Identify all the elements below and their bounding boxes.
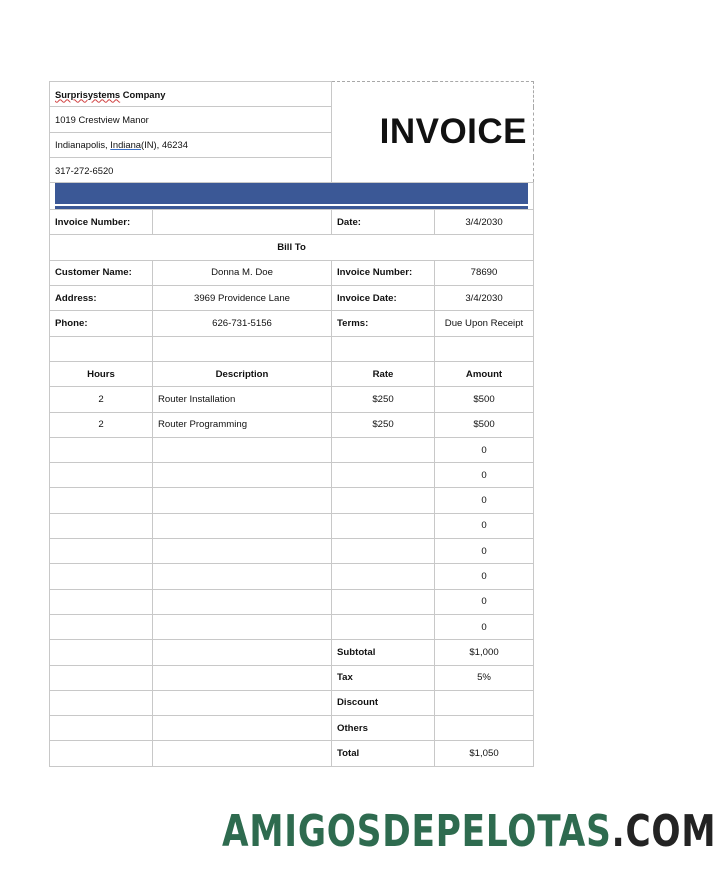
- empty-cell[interactable]: [153, 716, 332, 741]
- empty-cell[interactable]: [153, 665, 332, 690]
- item-description[interactable]: [153, 614, 332, 639]
- item-rate[interactable]: [332, 488, 435, 513]
- company-phone: 317-272-6520: [50, 157, 332, 182]
- total-label: Total: [332, 741, 435, 766]
- item-amount[interactable]: 0: [435, 488, 534, 513]
- item-amount[interactable]: 0: [435, 463, 534, 488]
- item-amount[interactable]: 0: [435, 437, 534, 462]
- terms-value[interactable]: Due Upon Receipt: [435, 311, 534, 336]
- empty-cell[interactable]: [153, 741, 332, 766]
- item-amount[interactable]: 0: [435, 564, 534, 589]
- empty-cell[interactable]: [153, 640, 332, 665]
- address-label: Address:: [50, 286, 153, 311]
- customer-name-value[interactable]: Donna M. Doe: [153, 260, 332, 285]
- item-rate[interactable]: [332, 589, 435, 614]
- item-row: [50, 412, 534, 437]
- company-city: [50, 132, 332, 157]
- watermark-name: AMIGOSDEPELOTAS: [222, 806, 612, 857]
- item-rate[interactable]: [332, 463, 435, 488]
- empty-cell[interactable]: [435, 336, 534, 361]
- item-amount[interactable]: $500: [435, 387, 534, 412]
- item-description[interactable]: [153, 463, 332, 488]
- invoice-number-label: Invoice Number:: [50, 210, 153, 235]
- tax-value[interactable]: 5%: [435, 665, 534, 690]
- empty-cell[interactable]: [332, 336, 435, 361]
- watermark: [222, 806, 716, 857]
- item-amount[interactable]: $500: [435, 412, 534, 437]
- invoice-table: [49, 81, 534, 767]
- customer-name-label: Customer Name:: [50, 260, 153, 285]
- item-amount[interactable]: 0: [435, 539, 534, 564]
- item-description[interactable]: [153, 488, 332, 513]
- item-description[interactable]: Router Programming: [153, 412, 332, 437]
- rate-header: Rate: [332, 361, 435, 386]
- bill-to-heading: Bill To: [50, 235, 534, 260]
- discount-label: Discount: [332, 690, 435, 715]
- item-row: [50, 614, 534, 639]
- item-description[interactable]: Router Installation: [153, 387, 332, 412]
- item-hours[interactable]: [50, 463, 153, 488]
- total-value[interactable]: $1,050: [435, 741, 534, 766]
- invoice-date-value[interactable]: 3/4/2030: [435, 286, 534, 311]
- date-value[interactable]: 3/4/2030: [435, 210, 534, 235]
- item-description[interactable]: [153, 564, 332, 589]
- invoice-title-cell: [332, 82, 534, 183]
- company-city-name: Indianapolis,: [55, 139, 111, 151]
- header-band: [50, 183, 534, 210]
- item-rate[interactable]: $250: [332, 387, 435, 412]
- invoice-date-label: Invoice Date:: [332, 286, 435, 311]
- empty-cell[interactable]: [50, 741, 153, 766]
- item-row: [50, 513, 534, 538]
- empty-cell[interactable]: [50, 665, 153, 690]
- invoice-title: INVOICE: [379, 112, 528, 152]
- item-description[interactable]: [153, 589, 332, 614]
- item-row: [50, 589, 534, 614]
- item-description[interactable]: [153, 513, 332, 538]
- company-state-zip: (IN), 46234: [141, 139, 188, 151]
- date-label: Date:: [332, 210, 435, 235]
- item-description[interactable]: [153, 539, 332, 564]
- others-value[interactable]: [435, 716, 534, 741]
- description-header: Description: [153, 361, 332, 386]
- item-hours[interactable]: [50, 488, 153, 513]
- item-row: [50, 387, 534, 412]
- terms-label: Terms:: [332, 311, 435, 336]
- empty-cell[interactable]: [50, 336, 153, 361]
- item-amount[interactable]: 0: [435, 614, 534, 639]
- item-row: [50, 539, 534, 564]
- item-amount[interactable]: 0: [435, 513, 534, 538]
- company-state: Indiana: [110, 139, 142, 151]
- item-rate[interactable]: [332, 614, 435, 639]
- item-rate[interactable]: [332, 564, 435, 589]
- watermark-domain: .COM: [611, 806, 716, 857]
- company-name-word: Surprisystems: [55, 88, 121, 100]
- item-hours[interactable]: 2: [50, 412, 153, 437]
- invoice-sheet: [49, 81, 533, 767]
- item-rate[interactable]: [332, 539, 435, 564]
- phone-value[interactable]: 626-731-5156: [153, 311, 332, 336]
- phone-label: Phone:: [50, 311, 153, 336]
- item-description[interactable]: [153, 437, 332, 462]
- company-name: [50, 82, 332, 107]
- item-hours[interactable]: [50, 513, 153, 538]
- empty-cell[interactable]: [50, 690, 153, 715]
- empty-cell[interactable]: [153, 336, 332, 361]
- invoice-number-field[interactable]: [153, 210, 332, 235]
- discount-value[interactable]: [435, 690, 534, 715]
- subtotal-value[interactable]: $1,000: [435, 640, 534, 665]
- tax-label: Tax: [332, 665, 435, 690]
- amount-header: Amount: [435, 361, 534, 386]
- hours-header: Hours: [50, 361, 153, 386]
- item-rate[interactable]: [332, 513, 435, 538]
- subtotal-label: Subtotal: [332, 640, 435, 665]
- bill-invoice-number-value[interactable]: 78690: [435, 260, 534, 285]
- item-amount[interactable]: 0: [435, 589, 534, 614]
- item-hours[interactable]: [50, 437, 153, 462]
- item-hours[interactable]: [50, 564, 153, 589]
- others-label: Others: [332, 716, 435, 741]
- item-row: [50, 463, 534, 488]
- company-name-suffix: Company: [120, 88, 166, 100]
- address-value[interactable]: 3969 Providence Lane: [153, 286, 332, 311]
- item-hours[interactable]: [50, 614, 153, 639]
- item-hours[interactable]: 2: [50, 387, 153, 412]
- item-hours[interactable]: [50, 589, 153, 614]
- item-hours[interactable]: [50, 539, 153, 564]
- item-rate[interactable]: [332, 437, 435, 462]
- item-rate[interactable]: $250: [332, 412, 435, 437]
- item-row: [50, 437, 534, 462]
- item-row: [50, 564, 534, 589]
- empty-cell[interactable]: [50, 716, 153, 741]
- empty-cell[interactable]: [50, 640, 153, 665]
- bill-invoice-number-label: Invoice Number:: [332, 260, 435, 285]
- empty-cell[interactable]: [153, 690, 332, 715]
- item-row: [50, 488, 534, 513]
- company-address: 1019 Crestview Manor: [50, 107, 332, 132]
- band-bar: [55, 183, 528, 204]
